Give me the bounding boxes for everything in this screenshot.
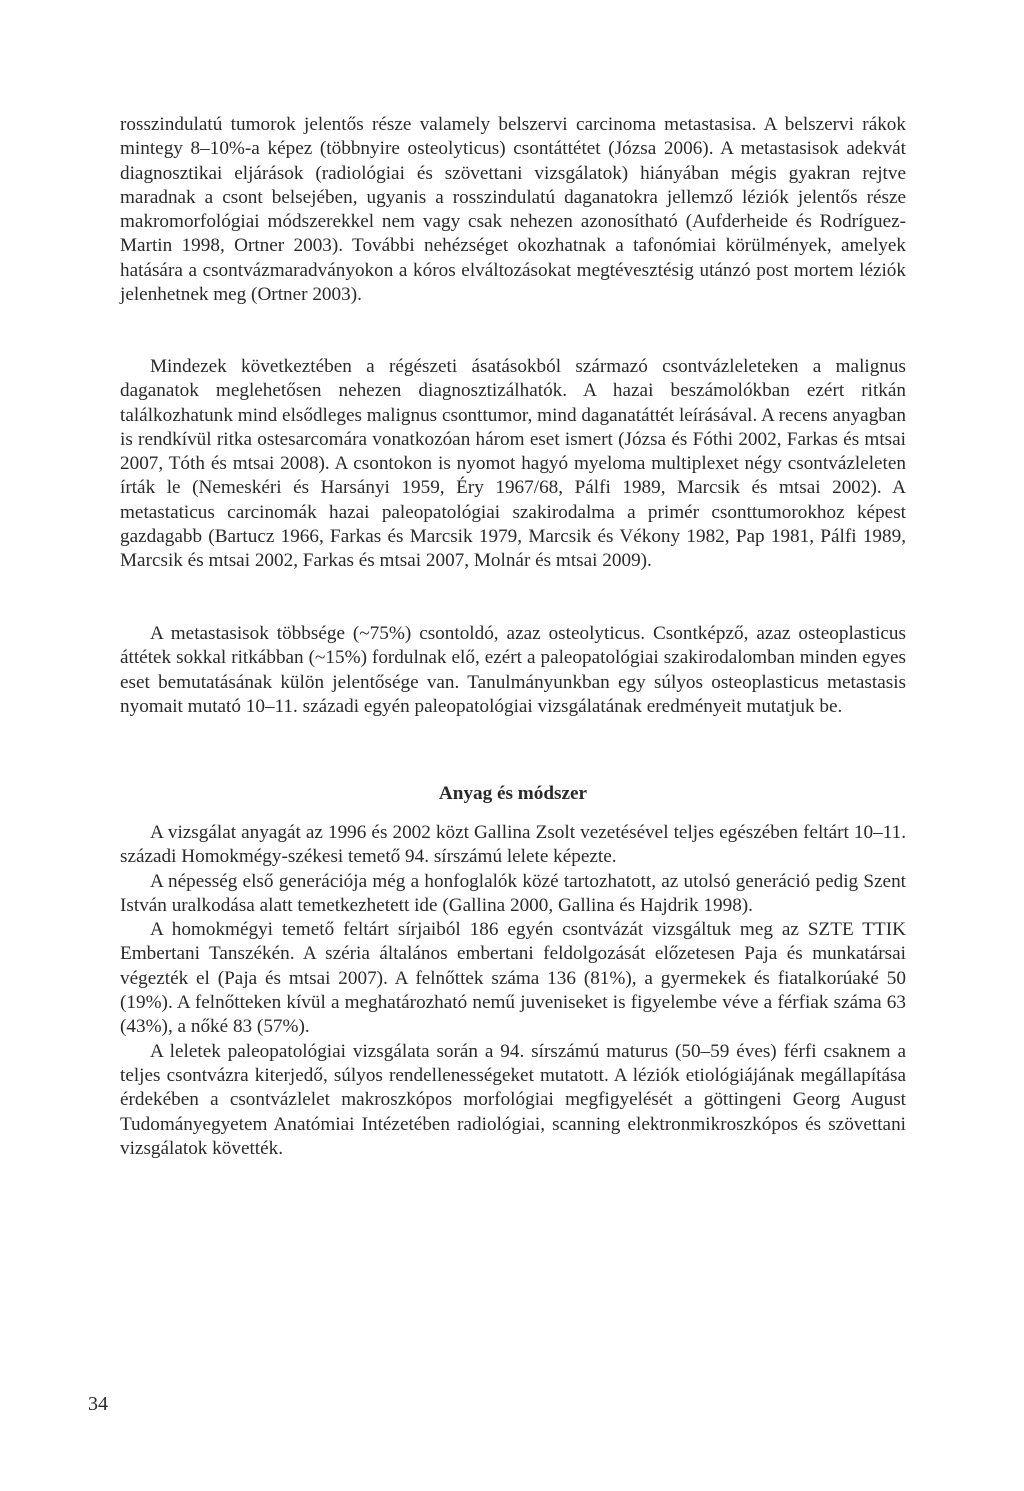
paragraph-3: A metastasisok többsége (~75%) csontoldó, azaz osteolyticus. Csontképző, azaz osteoplasticus áttétek sokkal ritkábban (~15%) fordulnak elő, ezért a paleopatológiai szakirodalomban minden egyes eset bemutatásának külön jelentősége van. Tanulmányunkban egy súlyos osteoplasticus metastasis nyomait mutató 10–11. századi egyén paleopatológiai vizsgálatának eredményeit mutatjuk be.: [120, 623, 906, 717]
intro-paragraph-block: [120, 113, 906, 307]
methods-paragraph: A vizsgálat anyagát az 1996 és 2002 közt Gallina Zsolt vezetésével teljes egészében feltárt 10–11. századi Homokmégy-székesi temető 94. sírszámú lelete képezte.: [120, 822, 906, 868]
intro-paragraph: rosszindulatú tumorok jelentős része valamely belszervi carcinoma metastasisa. A belszervi rákok mintegy 8–10%-a képez (többnyire osteolyticus) csontáttétet (Józsa 2006). A metastasisok adekvát diagnosztikai eljárások (radiológiai és szövettani vizsgálatok) hiányában mégis gyakran rejtve maradnak a csont belsejében, ugyanis a rosszindulatú daganatokra jellemző léziók jelentős része makromorfológiai módszerekkel nem vagy csak nehezen azonosítható (Aufderheide és Rodríguez-Martin 1998, Ortner 2003). További nehézséget okozhatnak a tafonómiai körülmények, amelyek hatására a csontvázmaradványokon a kóros elváltozásokat megtévesztésig utánzó post mortem léziók jelenhetnek meg (Ortner 2003).: [120, 114, 906, 306]
paragraph-2-block: [120, 355, 906, 574]
paragraph-3-block: [120, 622, 906, 719]
section-heading: Anyag és módszer: [438, 783, 588, 804]
paragraph-2: Mindezek következtében a régészeti ásatásokból származó csontvázleleteken a malignus daganatok meglehetősen nehezen diagnosztizálhatók. A hazai beszámolókban ezért ritkán találkozhatunk mind elsődleges malignus csonttumor, mind daganatáttét leírásával. A recens anyagban is rendkívül ritka ostesarcomára vonatkozóan három eset ismert (Józsa és Fóthi 2002, Farkas és mtsai 2007, Tóth és mtsai 2008). A csontokon is nyomot hagyó myeloma multiplexet négy csontvázleleten írták le (Nemeskéri és Harsányi 1959, Éry 1967/68, Pálfi 1989, Marcsik és mtsai 2002). A metastaticus carcinomák hazai paleopatológiai szakirodalma a primér csonttumorokhoz képest gazdagabb (Bartucz 1966, Farkas és Marcsik 1979, Marcsik és Vékony 1982, Pap 1981, Pálfi 1989, Marcsik és mtsai 2002, Farkas és mtsai 2007, Molnár és mtsai 2009).: [120, 356, 906, 572]
methods-paragraph: A homokmégyi temető feltárt sírjaiból 186 egyén csontvázát vizsgáltuk meg az SZTE TTIK Embertani Tanszékén. A széria általános embertani feldolgozását előzetesen Paja és munkatársai végezték el (Paja és mtsai 2007). A felnőttek száma 136 (81%), a gyermekek és fiatalkorúaké 50 (19%). A felnőtteken kívül a meghatározható nemű juveniseket is figyelembe véve a férfiak száma 63 (43%), a nőké 83 (57%).: [120, 919, 906, 1038]
methods-paragraph: A népesség első generációja még a honfoglalók közé tartozhatott, az utolsó generáció pedig Szent István uralkodása alatt temetkezhetett ide (Gallina 2000, Gallina és Hajdrik 1998).: [120, 870, 906, 916]
page-number: 34: [88, 1393, 108, 1415]
methods-block: [120, 821, 906, 1161]
methods-paragraph: A leletek paleopatológiai vizsgálata során a 94. sírszámú maturus (50–59 éves) férfi csaknem a teljes csontvázra kiterjedő, súlyos rendellenességeket mutatott. A léziók etiológiájának megállapítása érdekében a csontvázlelet makroszkópos morfológiai megfigyelését a göttingeni Georg August Tudományegyetem Anatómiai Intézetében radiológiai, scanning elektronmikroszkópos és szövettani vizsgálatok követték.: [120, 1040, 906, 1159]
